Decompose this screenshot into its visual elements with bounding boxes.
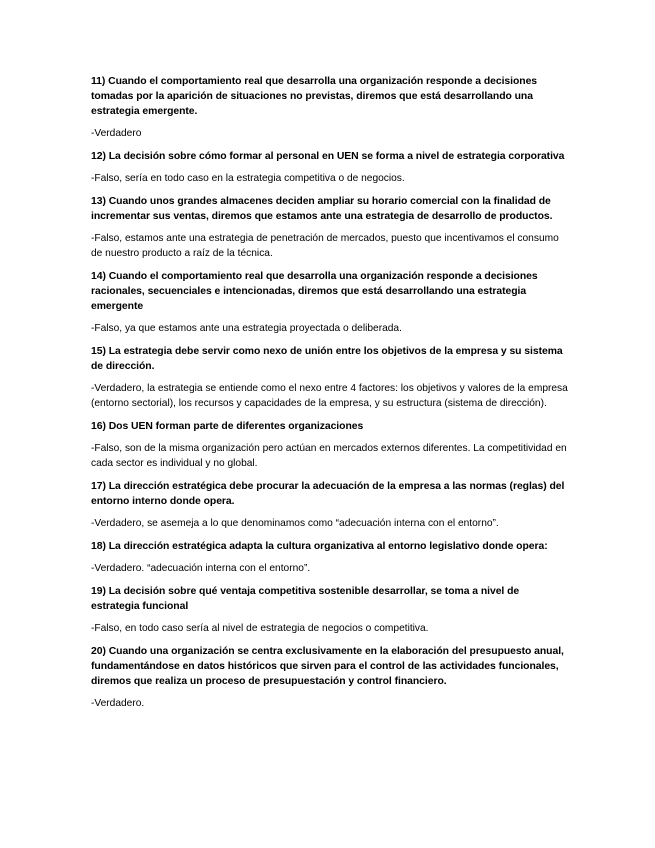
qa-item-15 xyxy=(91,344,569,411)
answer-20: -Verdadero. xyxy=(91,698,145,709)
qa-item-19 xyxy=(91,584,569,636)
qa-item-16 xyxy=(91,419,569,471)
qa-item-18 xyxy=(91,539,569,576)
question-11: 11) Cuando el comportamiento real que desarrolla una organización responde a decisiones tomadas por la aparición de situaciones no previstas, diremos que está desarrollando una estrategia emergente. xyxy=(91,76,538,117)
answer-16: -Falso, son de la misma organización pero actúan en mercados externos diferentes. La competitividad en cada sector es individual y no global. xyxy=(91,443,567,469)
question-15: 15) La estrategia debe servir como nexo de unión entre los objetivos de la empresa y su sistema de dirección. xyxy=(91,346,563,372)
qa-item-14 xyxy=(91,269,569,336)
answer-18: -Verdadero. “adecuación interna con el entorno”. xyxy=(91,563,311,574)
qa-item-20 xyxy=(91,644,569,711)
question-16: 16) Dos UEN forman parte de diferentes organizaciones xyxy=(91,421,364,432)
question-19: 19) La decisión sobre qué ventaja competitiva sostenible desarrollar, se toma a nivel de estrategia funcional xyxy=(91,586,520,612)
answer-14: -Falso, ya que estamos ante una estrategia proyectada o deliberada. xyxy=(91,323,402,334)
document-page xyxy=(91,74,569,719)
answer-11: -Verdadero xyxy=(91,128,142,139)
question-20: 20) Cuando una organización se centra exclusivamente en la elaboración del presupuesto anual, fundamentándose en datos históricos que sirven para el control de las actividades funcionales, diremos que realiza un proceso de presupuestación y control financiero. xyxy=(91,646,564,687)
answer-17: -Verdadero, se asemeja a lo que denominamos como “adecuación interna con el entorno”. xyxy=(91,518,499,529)
question-13: 13) Cuando unos grandes almacenes deciden ampliar su horario comercial con la finalidad de incrementar sus ventas, diremos que estamos ante una estrategia de desarrollo de productos. xyxy=(91,196,553,222)
qa-item-12 xyxy=(91,149,569,186)
question-17: 17) La dirección estratégica debe procurar la adecuación de la empresa a las normas (reglas) del entorno interno donde opera. xyxy=(91,481,565,507)
question-18: 18) La dirección estratégica adapta la cultura organizativa al entorno legislativo donde opera: xyxy=(91,541,548,552)
qa-item-17 xyxy=(91,479,569,531)
qa-item-11 xyxy=(91,74,569,141)
answer-12: -Falso, sería en todo caso en la estrategia competitiva o de negocios. xyxy=(91,173,405,184)
question-12: 12) La decisión sobre cómo formar al personal en UEN se forma a nivel de estrategia corporativa xyxy=(91,151,565,162)
answer-19: -Falso, en todo caso sería al nivel de estrategia de negocios o competitiva. xyxy=(91,623,429,634)
question-14: 14) Cuando el comportamiento real que desarrolla una organización responde a decisiones racionales, secuenciales e intencionadas, diremos que está desarrollando una estrategia emergente xyxy=(91,271,538,312)
qa-item-13 xyxy=(91,194,569,261)
answer-15: -Verdadero, la estrategia se entiende como el nexo entre 4 factores: los objetivos y valores de la empresa (entorno sectorial), los recursos y capacidades de la empresa, y su estructura (sistema de dirección). xyxy=(91,383,568,409)
answer-13: -Falso, estamos ante una estrategia de penetración de mercados, puesto que incentivamos el consumo de nuestro producto a raíz de la técnica. xyxy=(91,233,559,259)
